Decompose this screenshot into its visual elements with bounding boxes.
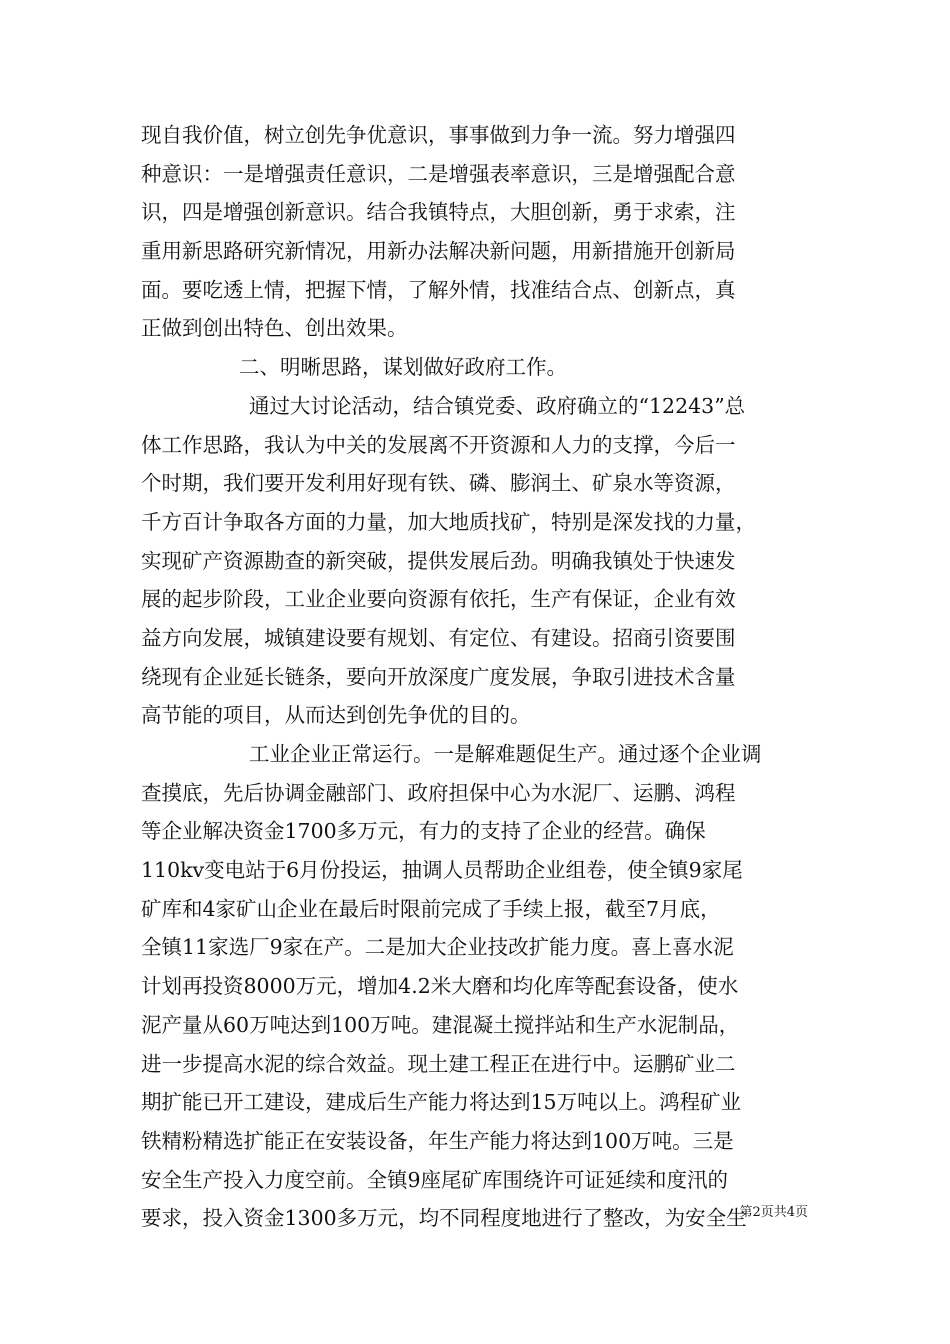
text-line: 千方百计争取各方面的力量，加大地质找矿，特别是深发找的力量，	[141, 509, 756, 534]
text-line: 通过大讨论活动，结合镇党委、政府确立的“12243”总	[249, 393, 746, 418]
text-line: 110kv变电站于6月份投运，抽调人员帮助企业组卷，使全镇9家尾	[141, 858, 743, 883]
text-line: 工业企业正常运行。一是解难题促生产。通过逐个企业调	[249, 742, 762, 766]
text-line: 面。要吃透上情，把握下情，了解外情，找准结合点、创新点，真	[141, 277, 736, 302]
text-line: 查摸底，先后协调金融部门、政府担保中心为水泥厂、运鹏、鸿程	[141, 780, 736, 805]
text-line: 绕现有企业延长链条，要向开放深度广度发展，争取引进技术含量	[141, 664, 736, 689]
text-line: 益方向发展，城镇建设要有规划、有定位、有建设。招商引资要围	[141, 625, 736, 650]
text-line: 展的起步阶段，工业企业要向资源有依托，生产有保证，企业有效	[141, 587, 736, 612]
text-line: 等企业解决资金1700多万元，有力的支持了企业的经营。确保	[141, 819, 706, 844]
text-line: 实现矿产资源勘查的新突破，提供发展后劲。明确我镇处于快速发	[141, 548, 736, 573]
text-line: 高节能的项目，从而达到创先争优的目的。	[141, 703, 531, 728]
text-line: 全镇11家选厂9家在产。二是加大企业技改扩能力度。喜上喜水泥	[141, 935, 734, 960]
text-line: 二、明晰思路，谋划做好政府工作。	[239, 355, 567, 380]
text-line: 个时期，我们要开发利用好现有铁、磷、膨润土、矿泉水等资源，	[141, 471, 736, 496]
text-line: 重用新思路研究新情况，用新办法解决新问题，用新措施开创新局	[141, 239, 736, 264]
text-line: 期扩能已开工建设，建成后生产能力将达到15万吨以上。鸿程矿业	[141, 1090, 742, 1115]
text-line: 体工作思路，我认为中关的发展离不开资源和人力的支撑，今后一	[141, 432, 736, 457]
text-line: 矿库和4家矿山企业在最后时限前完成了手续上报，截至7月底，	[141, 896, 721, 921]
text-line: 种意识：一是增强责任意识，二是增强表率意识，三是增强配合意	[141, 161, 736, 186]
text-line: 计划再投资8000万元，增加4.2米大磨和均化库等配套设备，使水	[141, 974, 739, 999]
text-line: 要求，投入资金1300多万元，均不同程度地进行了整改，为安全生	[141, 1206, 747, 1231]
text-line: 现自我价值，树立创先争优意识，事事做到力争一流。努力增强四	[141, 123, 736, 147]
text-line: 泥产量从60万吨达到100万吨。建混凝土搅拌站和生产水泥制品，	[141, 1012, 740, 1037]
text-line: 安全生产投入力度空前。全镇9座尾矿库围绕许可证延续和度汛的	[141, 1167, 729, 1192]
document-body	[141, 116, 821, 1238]
page-number-footer: 第2页共4页	[739, 1205, 808, 1220]
text-line: 铁精粉精选扩能正在安装设备，年生产能力将达到100万吨。三是	[141, 1128, 734, 1153]
text-line: 进一步提高水泥的综合效益。现土建工程正在进行中。运鹏矿业二	[141, 1051, 736, 1076]
text-line: 正做到创出特色、创出效果。	[141, 316, 408, 341]
text-line: 识，四是增强创新意识。结合我镇特点，大胆创新，勇于求索，注	[141, 200, 736, 225]
